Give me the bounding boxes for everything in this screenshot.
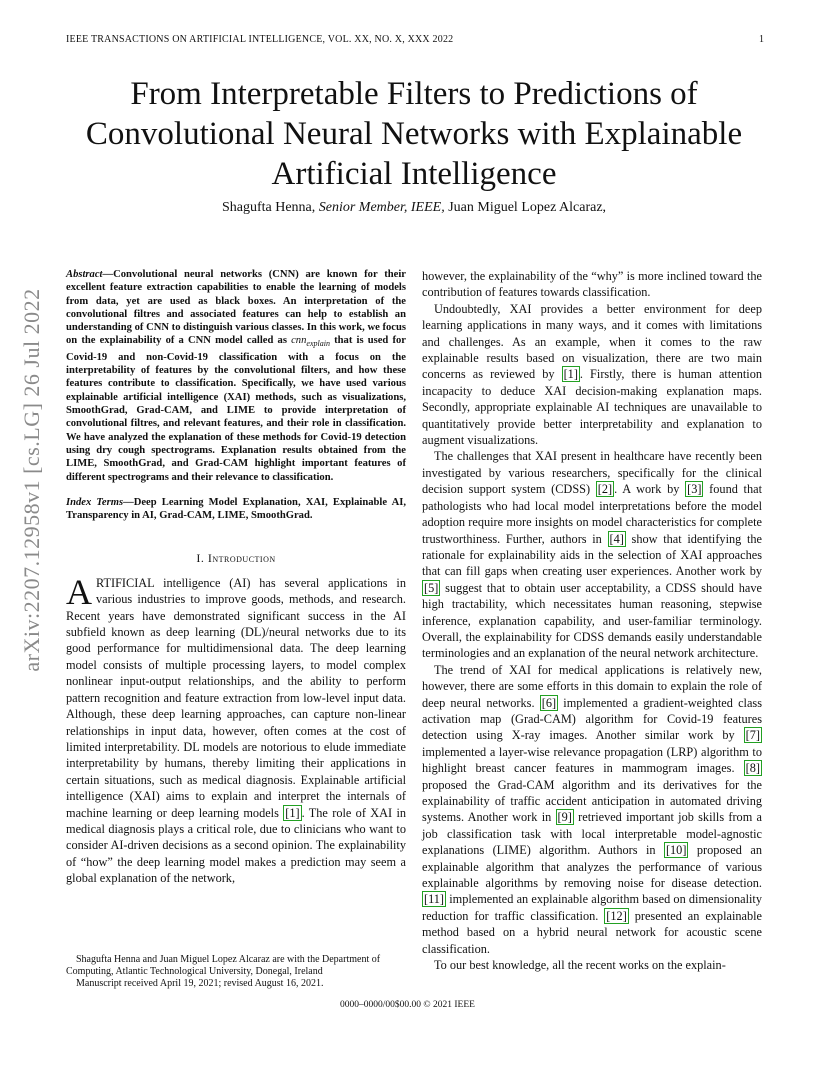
- paragraph: [66, 571, 407, 887]
- author-list: [60, 200, 768, 216]
- paragraph-text: implemented an explainable algorithm based on dimensionality reduction for traffic classification.: [422, 892, 762, 923]
- paper-title: [60, 74, 768, 194]
- author-name: Juan Miguel Lopez Alcaraz,: [448, 200, 607, 215]
- footnote-affiliation: Shagufta Henna and Juan Miguel Lopez Alcaraz are with the Department of Computing, Atlantic Technological University, Donegal, Ireland: [66, 954, 381, 977]
- citation-link[interactable]: [5]: [424, 580, 439, 595]
- abstract-text: that is used for Covid-19 and non-Covid-19 classification with a focus on the interpretability of features by the convolutional filters, and how these features contribute to classification. Specifically, we have used various explainable artificial intelligence (XAI) methods, such as visualizations, SmoothGrad, Grad-CAM, and LIME to provide interpretation of convolutional filtres, and relevant features, and their role in classification. We have analyzed the explanation of these methods for Covid-19 detection using dry cough spectrograms. Explanation results obtained from the LIME, SmoothGrad, and Grad-CAM highlight important features of different spectrograms and their relevance to classification.: [66, 335, 407, 483]
- title-line: Artificial Intelligence: [271, 156, 557, 192]
- paragraph: To our best knowledge, all the recent works on the explain-: [434, 958, 726, 973]
- paragraph-text: implemented a layer-wise relevance propagation (LRP) algorithm to highlight breast cancer features in mammogram images.: [422, 744, 762, 776]
- title-line: From Interpretable Filters to Predictions of: [130, 76, 698, 112]
- paragraph: [422, 301, 762, 449]
- paragraph-text: The trend of XAI for medical applications is relatively new, however, there are some efforts in this domain to explain the role of deep neural networks.: [422, 662, 762, 710]
- index-terms: [66, 496, 406, 523]
- citation-link[interactable]: [7]: [745, 728, 760, 743]
- citation-link[interactable]: [2]: [597, 482, 613, 497]
- paragraph-text: presented an explainable method based on a hybrid neural network for acoustic scene classification.: [422, 908, 763, 956]
- paragraph-text: suggest that to obtain user acceptability, a CDSS should have high tractability, which necessitates human reasoning, stepwise inference, explanation capability, and user-familiar terminology. Overall, the explainability for CDSS demands easily understandable terminologies and an explanation of the neural network architecture.: [422, 580, 762, 661]
- citation-link[interactable]: [12]: [606, 908, 627, 923]
- copyright-notice: 0000–0000/00$00.00 © 2021 IEEE: [340, 1000, 475, 1010]
- citation-link[interactable]: [1]: [285, 805, 300, 820]
- paragraph: [422, 448, 762, 661]
- index-terms-label: Index Terms: [66, 496, 124, 508]
- abstract: [66, 268, 406, 484]
- paragraph-text: The challenges that XAI present in healthcare have recently been investigated by various researchers, specifically for the clinical decision support system (CDSS): [422, 449, 762, 497]
- right-column: [422, 268, 762, 973]
- paragraph-text: . Firstly, there is human attention incapacity to deduce XAI decision-making explanation maps. Secondly, appropriate explainable AI techniques are unavailable to quantitatively provide better interpretability and explanation to augment visualizations.: [422, 367, 762, 448]
- paragraph-text: show that identifying the rationale for explainability aids in the selection of XAI approaches that can fill gaps when creating user experiences. Another work by: [422, 531, 762, 579]
- citation-link[interactable]: [11]: [424, 892, 445, 907]
- title-line: Convolutional Neural Networks with Explainable: [85, 116, 743, 152]
- left-column: [66, 268, 406, 887]
- paragraph-text: . A work by: [614, 482, 686, 497]
- introduction-body: [66, 571, 407, 887]
- author-name: Shagufta Henna,: [221, 200, 316, 215]
- citation-link[interactable]: [10]: [665, 843, 687, 858]
- paragraph: however, the explainability of the “why” is more inclined toward the contribution of features towards classification.: [422, 269, 762, 300]
- paragraph-text: proposed an explainable algorithm that analyzes the performance of various explainable algorithms by removing noise for disease detection.: [422, 843, 762, 891]
- arxiv-stamp-text: arXiv:2207.12958v1 [cs.LG] 26 Jul 2022: [19, 288, 44, 672]
- drop-cap: A: [66, 571, 92, 612]
- citation-link[interactable]: [6]: [541, 695, 557, 710]
- paragraph-text: Undoubtedly, XAI provides a better environment for deep learning applications in many ways, and it comes with limitations and challenges. As an example, when it comes to the raw explainable results based on visualization, there are two main concerns as reviewed by: [422, 301, 762, 382]
- arxiv-stamp: [12, 290, 52, 670]
- citation-link[interactable]: [4]: [609, 531, 624, 546]
- model-name: [291, 335, 330, 349]
- section-title: Introduction: [207, 551, 276, 566]
- paragraph-text: found that pathologists who had local model interpretations before the model adoption require more insights on model characteristics for complete trustworthiness. Further, authors in: [422, 482, 763, 546]
- paragraph-text: . The role of XAI in medical diagnosis plays a critical role, due to clinicians who want to consider AI-driven decisions as a second opinion. The explainability of “how” the deep learning model makes a prediction may seem a global explanation of the network,: [66, 805, 407, 886]
- model-name-base: cnn: [291, 335, 307, 347]
- section-heading: [66, 550, 406, 566]
- index-terms-text: —Deep Learning Model Explanation, XAI, Explainable AI, Transparency in AI, Grad-CAM, LIME, SmoothGrad.: [66, 496, 406, 522]
- paragraph-text: retrieved important job skills from a job classification task with local interpretable model-agnostic explanations (LIME) algorithm. Authors in: [422, 810, 762, 858]
- abstract-label: Abstract: [66, 269, 103, 280]
- paragraph-text: implemented a gradient-weighted class activation map (Grad-CAM) algorithm for Covid-19 features detection using X-ray images. Another similar work by: [422, 695, 762, 743]
- paragraph: [422, 662, 762, 957]
- paragraph-text: proposed the Grad-CAM algorithm and its derivatives for the explainability of traffic accident anticipation in automated driving systems. Another work in: [422, 777, 762, 825]
- citation-link[interactable]: [9]: [557, 810, 572, 825]
- model-name-subscript: explain: [306, 339, 330, 349]
- author-role: Senior Member, IEEE,: [318, 200, 445, 215]
- abstract-text: —Convolutional neural networks (CNN) are known for their excellent feature extraction capabilities to enable the learning of models from data, yet are used as black boxes. An interpretation of the convolutional filtres and associated features can help to establish an understanding of CNN to distinguish various classes. In this work, we focus on the explainability of a CNN model called as: [66, 269, 406, 347]
- footnote: [66, 954, 406, 990]
- running-header: IEEE TRANSACTIONS ON ARTIFICIAL INTELLIGENCE, VOL. XX, NO. X, XXX 2022: [66, 34, 454, 45]
- section-number: I.: [196, 551, 205, 566]
- page-number: 1: [759, 34, 764, 45]
- citation-link[interactable]: [1]: [563, 367, 578, 382]
- citation-link[interactable]: [3]: [687, 482, 702, 497]
- citation-link[interactable]: [8]: [745, 761, 760, 776]
- footnote-manuscript: Manuscript received April 19, 2021; revised August 16, 2021.: [76, 978, 324, 989]
- paragraph-text: RTIFICIAL intelligence (AI) has several applications in various industries to improve goods, methods, and research. Recent years have demonstrated significant success in the AI subfield known as deep learning (DL)/neural networks due to its good performance for multidimensional data. The deep learning model consists of multiple processing layers, to model complex nonlinear input-output relationships, and the ability to perform pattern recognition and feature extraction from low-level input data. Although, these deep learning approaches, can capture non-linear relationships in input data, however, often comes at the cost of limited interpretability. DL models are notorious to elude immediate interpretability by humans, thereby limiting their applications in certain situations, such as medical diagnosis. Explainable artificial intelligence (XAI) aims to explain and interpret the internals of machine learning or deep learning models: [66, 575, 406, 820]
